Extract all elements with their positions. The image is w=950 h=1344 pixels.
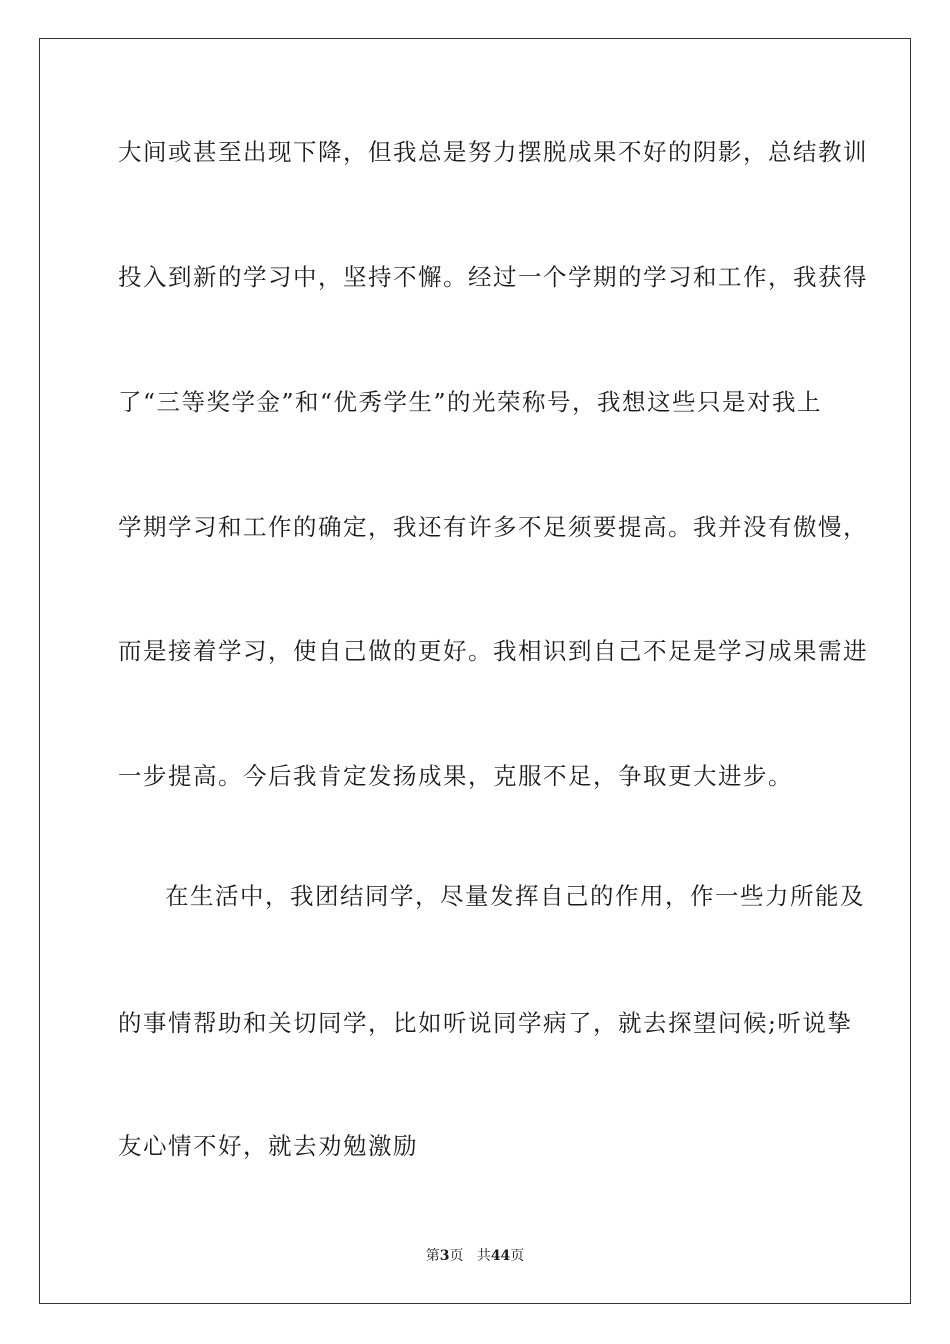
- paragraph-start-line: 在生活中，我团结同学，尽量发挥自己的作用，作一些力所能及: [165, 882, 865, 910]
- body-text-line-1: 大间或甚至出现下降，但我总是努力摆脱成果不好的阴影，总结教训: [118, 138, 868, 166]
- total-pages-number: 44: [490, 1248, 511, 1264]
- body-text-line-9: 友心情不好，就去劝勉激励: [118, 1132, 418, 1160]
- body-text-line-3: 了“三等奖学金”和“优秀学生”的光荣称号，我想这些只是对我上: [118, 388, 823, 416]
- body-text-line-8: 的事情帮助和关切同学，比如听说同学病了，就去探望问候;听说挚: [118, 1009, 853, 1037]
- page-footer: [0, 1246, 950, 1266]
- page-border: [39, 38, 911, 1304]
- body-text-line-4: 学期学习和工作的确定，我还有许多不足须要提高。我并没有傲慢，: [118, 513, 868, 541]
- current-page-number: 3: [439, 1248, 450, 1264]
- page-suffix: 页: [449, 1248, 464, 1264]
- page-prefix: 第: [425, 1248, 440, 1264]
- body-text-line-6: 一步提高。今后我肯定发扬成果，克服不足，争取更大进步。: [118, 762, 793, 790]
- body-text-line-2: 投入到新的学习中，坚持不懈。经过一个学期的学习和工作，我获得: [118, 263, 868, 291]
- total-suffix: 页: [510, 1248, 525, 1264]
- body-text-line-5: 而是接着学习，使自己做的更好。我相识到自己不足是学习成果需进: [118, 637, 868, 665]
- total-prefix: 共: [476, 1248, 491, 1264]
